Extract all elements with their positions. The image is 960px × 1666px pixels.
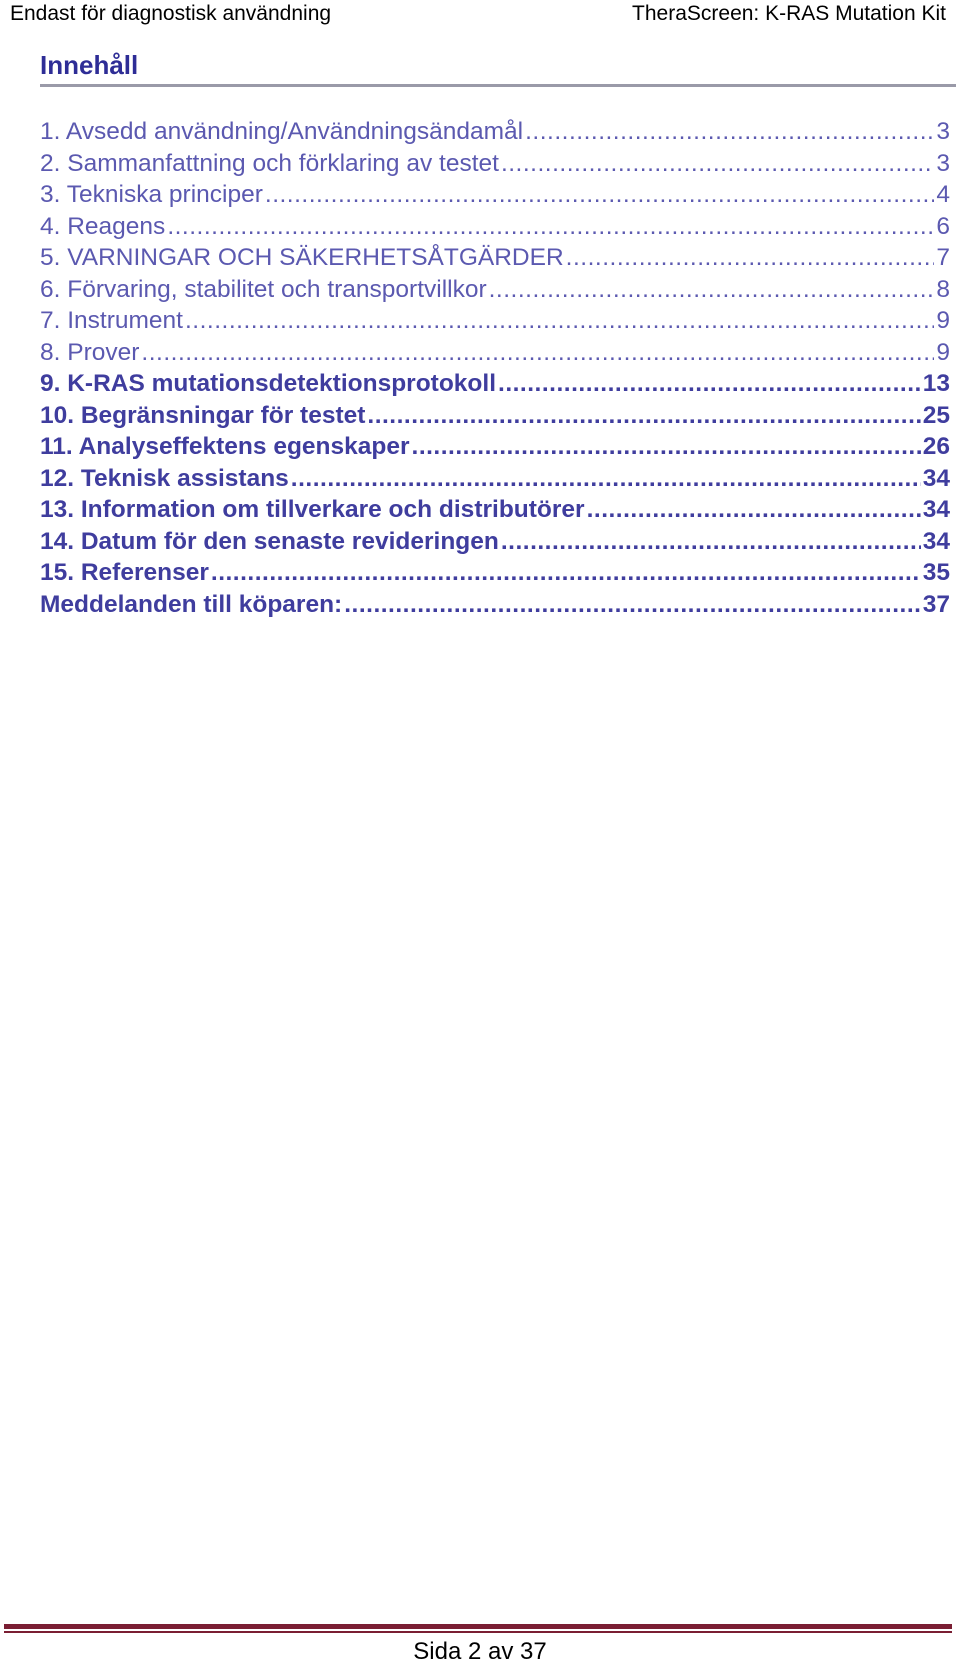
toc-entry[interactable] [40, 213, 950, 245]
toc-entry-title: 9. K-RAS mutationsdetektionsprotokoll [40, 370, 497, 397]
toc-leader-dots [344, 591, 921, 619]
toc-entry[interactable] [40, 528, 950, 560]
toc-leader-dots [185, 307, 934, 335]
toc-entry-title: 15. Referenser [40, 559, 209, 586]
toc-entry[interactable] [40, 339, 950, 371]
page-number: Sida 2 av 37 [413, 1638, 547, 1665]
toc-entry-title: 4. Reagens [40, 212, 166, 240]
toc-entry[interactable] [40, 433, 950, 465]
toc-entry-title: 7. Instrument [40, 307, 183, 334]
toc-leader-dots [167, 213, 934, 241]
toc-leader-dots [498, 370, 921, 398]
toc-leader-dots [501, 528, 921, 556]
toc-leader-dots [141, 339, 934, 367]
toc-entry[interactable] [40, 591, 950, 623]
toc-entry-title: 5. VARNINGAR OCH SÄKERHETSÅTGÄRDER [40, 244, 564, 271]
toc-entry-title: 13. Information om tillverkare och distributörer [40, 496, 585, 523]
toc-entry-page: 35 [922, 559, 950, 586]
toc-entry-page: 26 [922, 433, 950, 460]
toc-entry-page: 37 [922, 590, 950, 618]
toc-heading: Innehåll [40, 50, 139, 80]
toc-entry-page: 34 [922, 496, 950, 523]
toc-entry-page: 7 [936, 244, 950, 271]
toc-entry-page: 8 [936, 275, 950, 303]
toc-list [40, 118, 950, 622]
toc-entry-title: 2. Sammanfattning och förklaring av testet [40, 149, 499, 177]
toc-entry-page: 34 [922, 464, 950, 492]
toc-entry[interactable] [40, 370, 950, 402]
toc-entry-title: 12. Teknisk assistans [40, 464, 289, 492]
toc-leader-dots [587, 496, 921, 524]
toc-leader-dots [489, 276, 935, 304]
toc-entry-page: 3 [936, 118, 950, 145]
toc-leader-dots [211, 559, 921, 587]
header-left-text: Endast för diagnostisk användning [10, 2, 332, 25]
toc-entry[interactable] [40, 118, 950, 150]
toc-entry-title: 1. Avsedd användning/Användningsändamål [40, 118, 524, 145]
toc-entry-title: 6. Förvaring, stabilitet och transportvillkor [40, 275, 487, 303]
toc-entry-title: Meddelanden till köparen: [40, 590, 343, 618]
toc-entry-title: 10. Begränsningar för testet [40, 401, 366, 429]
toc-entry-page: 34 [922, 527, 950, 555]
page-header [10, 0, 950, 28]
toc-entry-page: 25 [922, 401, 950, 429]
toc-leader-dots [367, 402, 920, 430]
toc-leader-dots [412, 433, 921, 461]
toc-entry-page: 3 [936, 149, 950, 177]
toc-leader-dots [525, 118, 934, 146]
toc-entry[interactable] [40, 150, 950, 182]
toc-entry[interactable] [40, 276, 950, 308]
toc-entry-page: 9 [936, 307, 950, 334]
toc-entry-title: 8. Prover [40, 338, 140, 366]
toc-leader-dots [566, 244, 935, 272]
toc-entry[interactable] [40, 465, 950, 497]
footer-rule-thick [4, 1624, 952, 1629]
toc-leader-dots [265, 181, 934, 209]
toc-entry[interactable] [40, 244, 950, 276]
toc-entry-title: 3. Tekniska principer [40, 181, 263, 208]
toc-entry-page: 13 [922, 370, 950, 397]
toc-entry[interactable] [40, 559, 950, 591]
toc-entry[interactable] [40, 181, 950, 213]
toc-entry-title: 14. Datum för den senaste revideringen [40, 527, 499, 555]
toc-entry-title: 11. Analyseffektens egenskaper [40, 433, 410, 460]
toc-leader-dots [291, 465, 921, 493]
header-right-text: TheraScreen: K-RAS Mutation Kit [632, 2, 946, 25]
toc-entry[interactable] [40, 402, 950, 434]
toc-entry[interactable] [40, 307, 950, 339]
toc-entry-page: 4 [936, 181, 950, 208]
toc-entry-page: 9 [936, 338, 950, 366]
toc-leader-dots [501, 150, 934, 178]
footer-rule-thin [4, 1631, 952, 1633]
toc-entry-page: 6 [936, 212, 950, 240]
toc-entry[interactable] [40, 496, 950, 528]
heading-divider [40, 84, 956, 87]
